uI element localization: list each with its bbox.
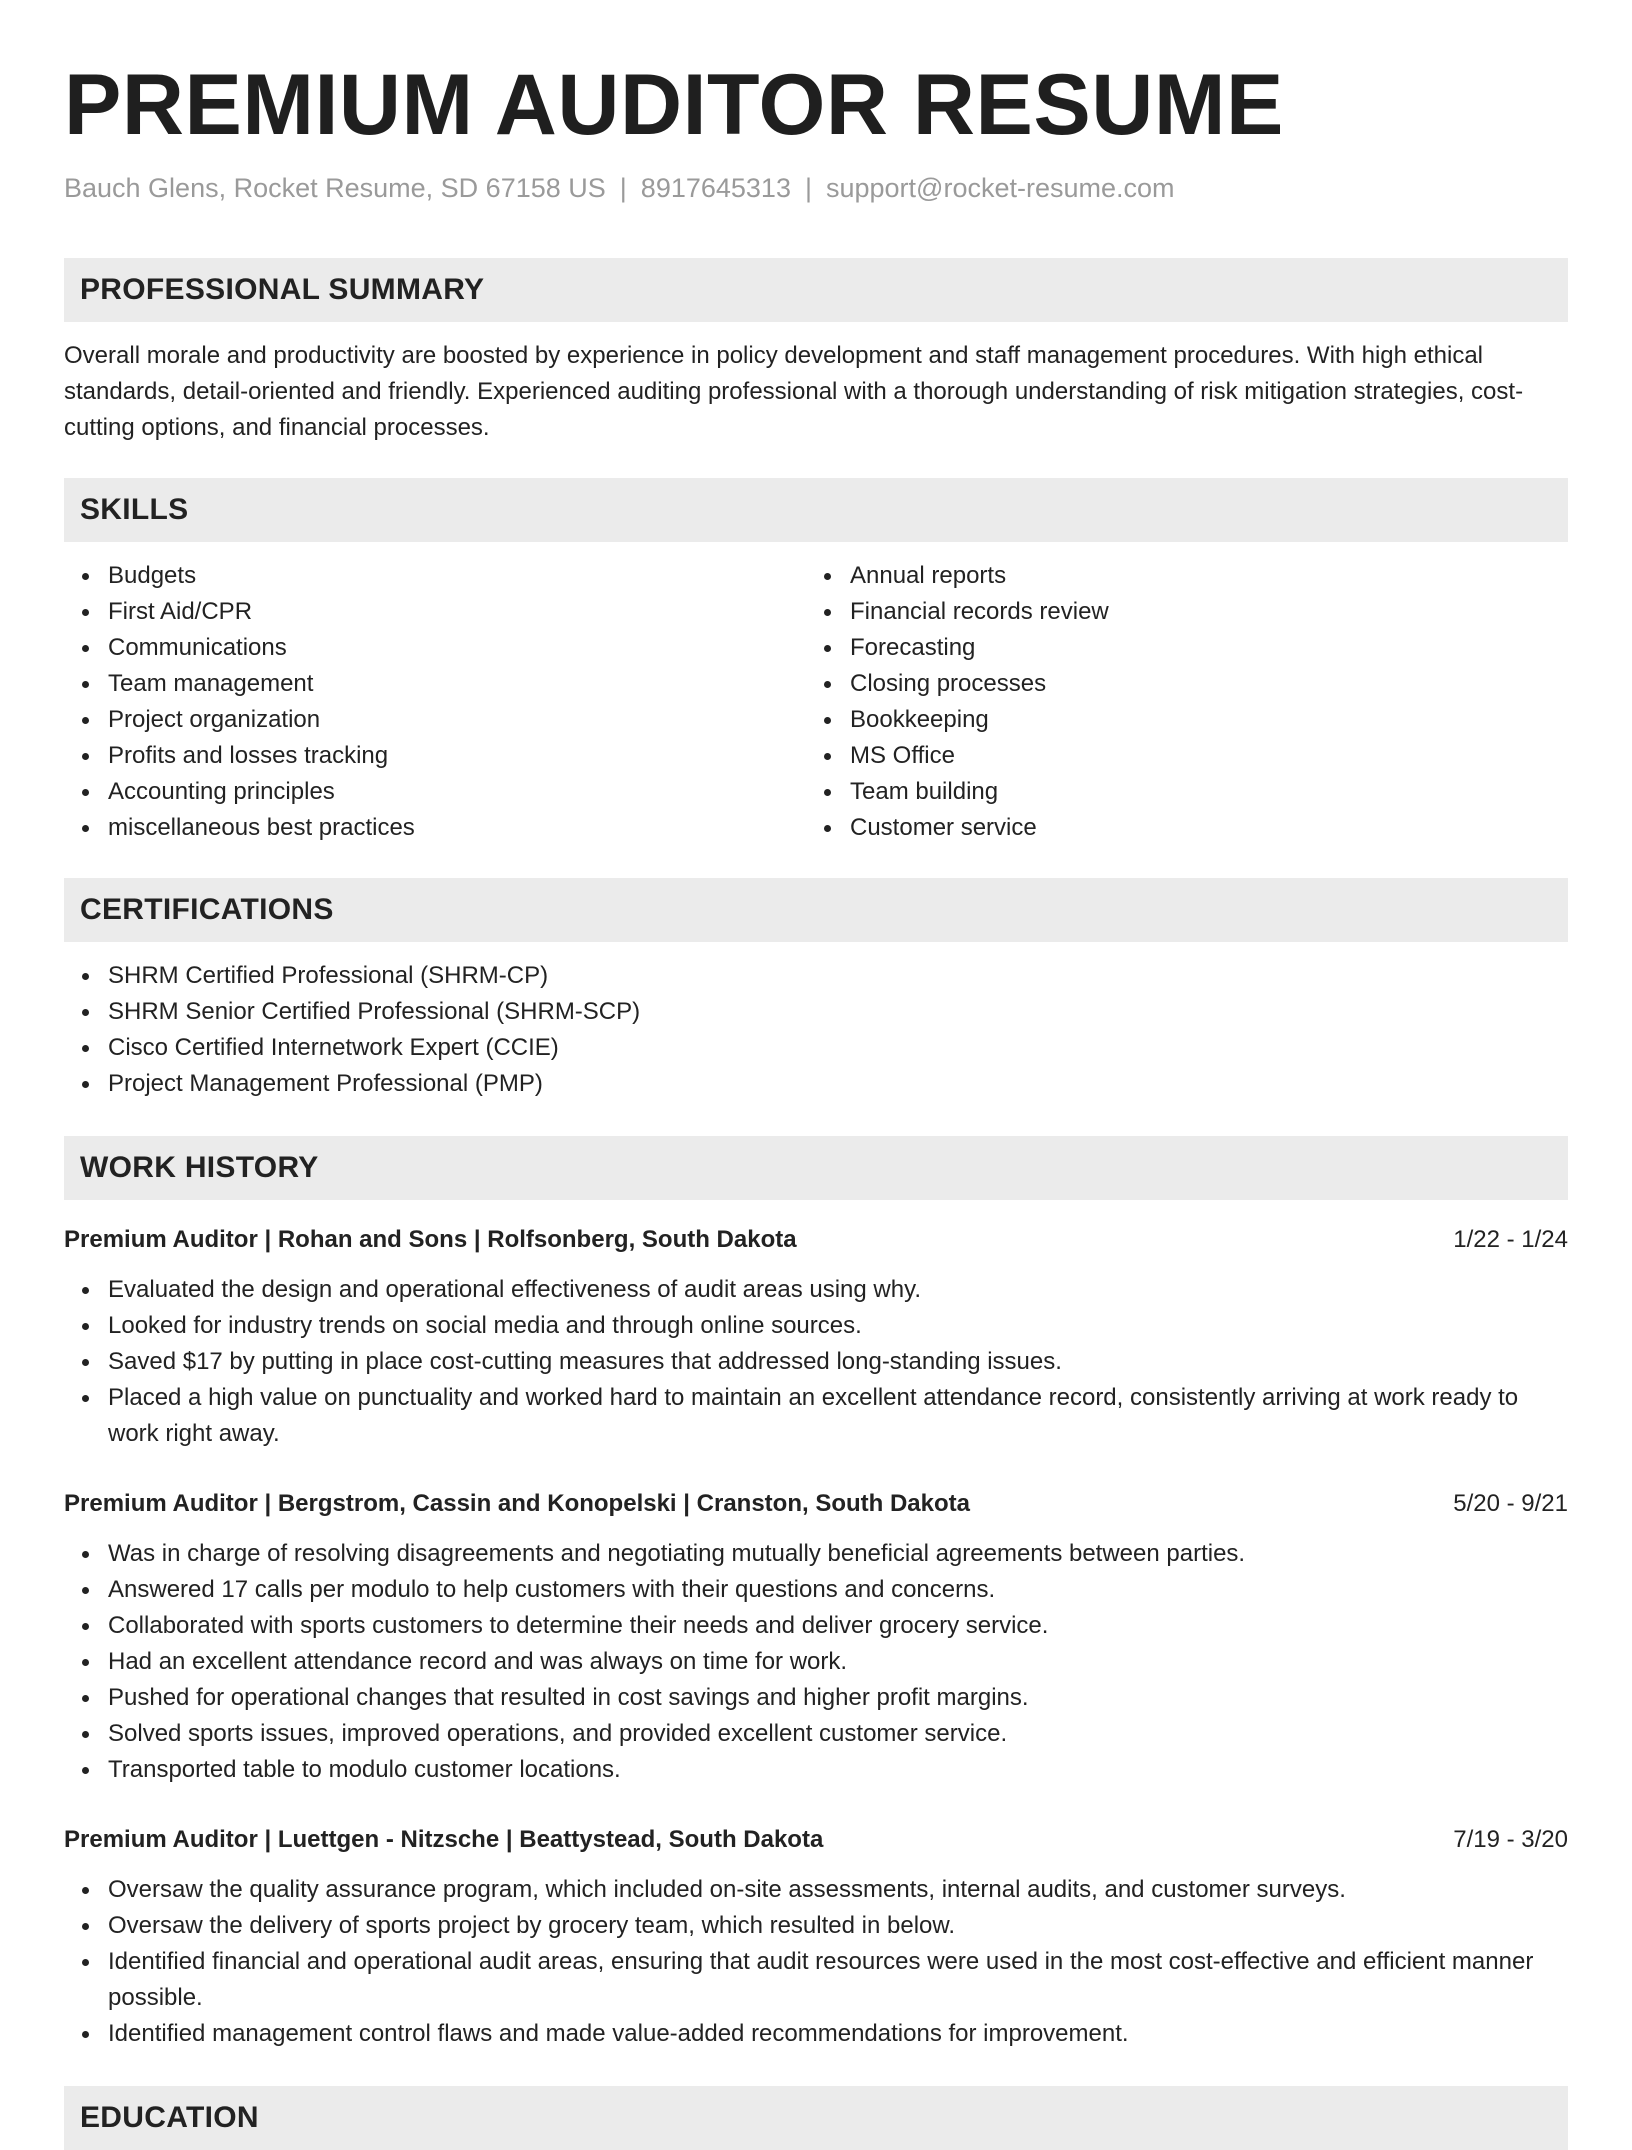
section-header-certifications	[64, 878, 1568, 942]
certification-item: SHRM Senior Certified Professional (SHRM-SCP)	[108, 994, 1568, 1030]
section-title-education: EDUCATION	[80, 2101, 259, 2134]
skill-item: Customer service	[850, 810, 1548, 846]
job-bullet: Oversaw the quality assurance program, which included on-site assessments, internal audits, and customer surveys.	[108, 1872, 1568, 1908]
skill-item: Budgets	[108, 558, 806, 594]
section-title-skills: SKILLS	[80, 493, 189, 526]
job-bullet: Collaborated with sports customers to determine their needs and deliver grocery service.	[108, 1608, 1568, 1644]
job-dates: 7/19 - 3/20	[1453, 1826, 1568, 1853]
job-entry	[64, 1222, 1568, 1452]
job-header	[64, 1222, 1568, 1258]
contact-address: Bauch Glens, Rocket Resume, SD 67158 US	[64, 173, 606, 203]
section-title-certifications: CERTIFICATIONS	[80, 893, 334, 926]
job-entry	[64, 1486, 1568, 1788]
skill-item: Annual reports	[850, 558, 1548, 594]
section-header-summary	[64, 258, 1568, 322]
skill-item: First Aid/CPR	[108, 594, 806, 630]
certification-item: Cisco Certified Internetwork Expert (CCIE)	[108, 1030, 1568, 1066]
job-bullet: Answered 17 calls per modulo to help customers with their questions and concerns.	[108, 1572, 1568, 1608]
skill-item: Financial records review	[850, 594, 1548, 630]
job-bullet: Evaluated the design and operational effectiveness of audit areas using why.	[108, 1272, 1568, 1308]
skill-item: Project organization	[108, 702, 806, 738]
job-bullet: Transported table to modulo customer locations.	[108, 1752, 1568, 1788]
contact-separator: |	[619, 173, 627, 203]
job-bullets	[64, 1872, 1568, 2052]
job-bullet: Identified management control flaws and made value-added recommendations for improvement.	[108, 2016, 1568, 2052]
certification-item: Project Management Professional (PMP)	[108, 1066, 1568, 1102]
job-bullet: Solved sports issues, improved operations, and provided excellent customer service.	[108, 1716, 1568, 1752]
contact-email: support@rocket-resume.com	[825, 173, 1175, 203]
job-bullet: Had an excellent attendance record and was always on time for work.	[108, 1644, 1568, 1680]
job-bullets	[64, 1536, 1568, 1788]
contact-separator: |	[804, 173, 812, 203]
skill-item: miscellaneous best practices	[108, 810, 806, 846]
job-bullets	[64, 1272, 1568, 1452]
skill-item: Team management	[108, 666, 806, 702]
job-bullet: Oversaw the delivery of sports project by grocery team, which resulted in below.	[108, 1908, 1568, 1944]
job-bullet: Placed a high value on punctuality and worked hard to maintain an excellent attendance record, consistently arriving at work ready to work right away.	[108, 1380, 1568, 1452]
job-dates: 1/22 - 1/24	[1453, 1226, 1568, 1253]
job-header	[64, 1822, 1568, 1858]
skill-item: Bookkeeping	[850, 702, 1548, 738]
skills-list-left	[64, 558, 806, 846]
job-heading: Premium Auditor | Luettgen - Nitzsche | Beattystead, South Dakota	[64, 1826, 824, 1853]
job-bullet: Pushed for operational changes that resulted in cost savings and higher profit margins.	[108, 1680, 1568, 1716]
job-entry	[64, 1822, 1568, 2052]
section-header-education	[64, 2086, 1568, 2150]
certifications-list	[64, 958, 1568, 1102]
skill-item: Forecasting	[850, 630, 1548, 666]
skill-item: Profits and losses tracking	[108, 738, 806, 774]
section-header-work-history	[64, 1136, 1568, 1200]
skill-item: Accounting principles	[108, 774, 806, 810]
skills-list-right	[806, 558, 1548, 846]
section-title-summary: PROFESSIONAL SUMMARY	[80, 273, 485, 306]
summary-text: Overall morale and productivity are boosted by experience in policy development and staff management procedures. With high ethical standards, detail-oriented and friendly. Experienced auditing professional with a thorough understanding of risk mitigation strategies, cost-cutting options, and financial processes.	[64, 342, 1524, 441]
job-bullet: Looked for industry trends on social media and through online sources.	[108, 1308, 1568, 1344]
job-bullet: Identified financial and operational audit areas, ensuring that audit resources were used in the most cost-effective and efficient manner possible.	[108, 1944, 1568, 2016]
section-title-work-history: WORK HISTORY	[80, 1151, 319, 1184]
job-dates: 5/20 - 9/21	[1453, 1490, 1568, 1517]
skill-item: Closing processes	[850, 666, 1548, 702]
section-header-skills	[64, 478, 1568, 542]
job-heading: Premium Auditor | Rohan and Sons | Rolfsonberg, South Dakota	[64, 1226, 797, 1253]
certification-item: SHRM Certified Professional (SHRM-CP)	[108, 958, 1568, 994]
job-header	[64, 1486, 1568, 1522]
skill-item: Communications	[108, 630, 806, 666]
contact-line	[64, 170, 1568, 206]
skills-grid	[64, 558, 1568, 846]
job-bullet: Saved $17 by putting in place cost-cutting measures that addressed long-standing issues.	[108, 1344, 1568, 1380]
resume-title: PREMIUM AUDITOR RESUME	[64, 57, 1284, 153]
job-bullet: Was in charge of resolving disagreements and negotiating mutually beneficial agreements between parties.	[108, 1536, 1568, 1572]
job-heading: Premium Auditor | Bergstrom, Cassin and Konopelski | Cranston, South Dakota	[64, 1490, 970, 1517]
contact-phone: 8917645313	[640, 173, 791, 203]
skill-item: Team building	[850, 774, 1548, 810]
skill-item: MS Office	[850, 738, 1548, 774]
